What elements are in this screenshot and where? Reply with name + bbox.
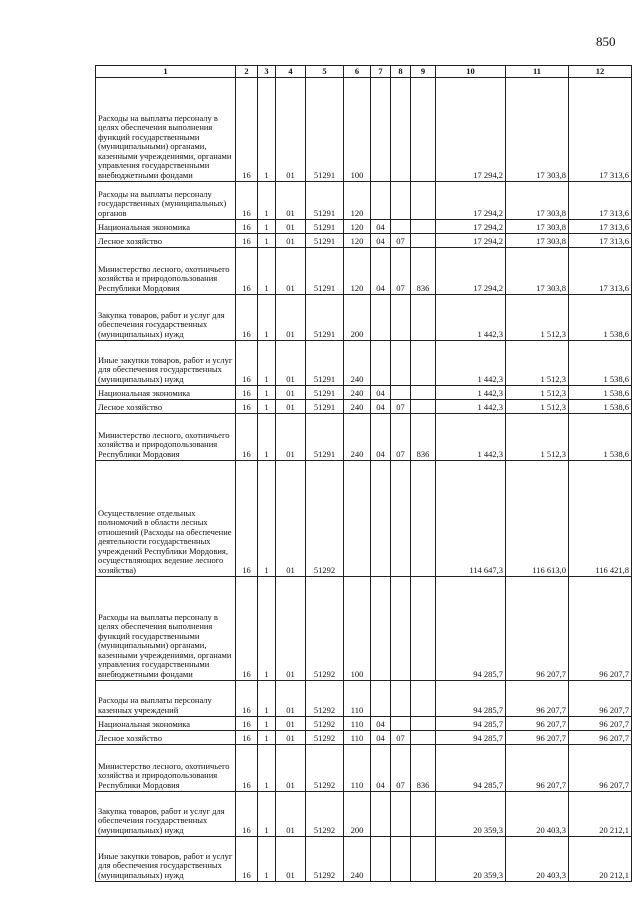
cell-chapter: 04 — [371, 745, 391, 792]
table-row — [96, 182, 632, 220]
cell-description: Министерство лесного, охотничьего хозяйства и природопользования Республики Мордовия — [96, 248, 236, 295]
table-row — [96, 386, 632, 400]
cell-type-code: 1 — [258, 78, 276, 182]
cell-section-code: 16 — [236, 837, 258, 882]
table-row — [96, 220, 632, 234]
cell-amount-year-3: 1 538,6 — [569, 341, 632, 386]
cell-section-code: 16 — [236, 731, 258, 745]
cell-description: Закупка товаров, работ и услуг для обеспечения государственных (муниципальных) нужд — [96, 295, 236, 341]
cell-section-code: 16 — [236, 248, 258, 295]
cell-amount-year-2: 116 613,0 — [506, 461, 569, 577]
cell-description: Расходы на выплаты персоналу в целях обеспечения выполнения функций государственными (муниципальными) органами, казенными учреждениями, органами управления государственными внебюджетными фондами — [96, 577, 236, 681]
table-row — [96, 414, 632, 461]
cell-target-code: 51291 — [306, 182, 344, 220]
cell-amount-year-1: 1 442,3 — [436, 295, 506, 341]
cell-target-code: 51292 — [306, 717, 344, 731]
cell-expense-type: 240 — [344, 837, 371, 882]
cell-expense-type: 120 — [344, 234, 371, 248]
cell-target-code: 51291 — [306, 386, 344, 400]
cell-amount-year-3: 1 538,6 — [569, 386, 632, 400]
cell-target-code: 51291 — [306, 341, 344, 386]
cell-ministry-code — [411, 731, 436, 745]
cell-chapter — [371, 78, 391, 182]
column-header-8: 8 — [391, 66, 411, 78]
cell-ministry-code: 836 — [411, 248, 436, 295]
column-header-5: 5 — [306, 66, 344, 78]
column-header-2: 2 — [236, 66, 258, 78]
cell-description: Национальная экономика — [96, 717, 236, 731]
cell-amount-year-1: 94 285,7 — [436, 717, 506, 731]
cell-type-code: 1 — [258, 745, 276, 792]
cell-ministry-code — [411, 461, 436, 577]
table-row — [96, 577, 632, 681]
cell-target-code: 51292 — [306, 792, 344, 837]
cell-amount-year-3: 17 313,6 — [569, 182, 632, 220]
cell-subchapter — [391, 461, 411, 577]
cell-amount-year-2: 96 207,7 — [506, 745, 569, 792]
cell-subchapter — [391, 577, 411, 681]
cell-amount-year-3: 96 207,7 — [569, 577, 632, 681]
cell-expense-type: 240 — [344, 341, 371, 386]
table-body — [96, 78, 632, 882]
cell-expense-type: 240 — [344, 386, 371, 400]
cell-expense-type: 100 — [344, 577, 371, 681]
cell-subchapter: 07 — [391, 400, 411, 414]
cell-amount-year-3: 17 313,6 — [569, 220, 632, 234]
cell-target-code: 51292 — [306, 837, 344, 882]
cell-chapter — [371, 792, 391, 837]
cell-amount-year-1: 1 442,3 — [436, 386, 506, 400]
table-row — [96, 78, 632, 182]
cell-type-code: 1 — [258, 792, 276, 837]
cell-expense-type: 200 — [344, 295, 371, 341]
cell-amount-year-3: 17 313,6 — [569, 78, 632, 182]
column-header-1: 1 — [96, 66, 236, 78]
cell-amount-year-1: 114 647,3 — [436, 461, 506, 577]
cell-amount-year-1: 94 285,7 — [436, 681, 506, 717]
cell-subtype-code: 01 — [276, 792, 306, 837]
cell-type-code: 1 — [258, 400, 276, 414]
cell-type-code: 1 — [258, 837, 276, 882]
cell-amount-year-2: 1 512,3 — [506, 295, 569, 341]
cell-amount-year-3: 96 207,7 — [569, 717, 632, 731]
cell-amount-year-3: 17 313,6 — [569, 248, 632, 295]
cell-chapter — [371, 837, 391, 882]
cell-section-code: 16 — [236, 295, 258, 341]
cell-subtype-code: 01 — [276, 837, 306, 882]
table-row — [96, 248, 632, 295]
cell-ministry-code: 836 — [411, 745, 436, 792]
cell-expense-type: 110 — [344, 745, 371, 792]
cell-amount-year-2: 20 403,3 — [506, 837, 569, 882]
cell-amount-year-2: 1 512,3 — [506, 386, 569, 400]
cell-chapter: 04 — [371, 414, 391, 461]
cell-amount-year-1: 20 359,3 — [436, 792, 506, 837]
cell-amount-year-1: 1 442,3 — [436, 400, 506, 414]
table-row — [96, 341, 632, 386]
cell-amount-year-3: 96 207,7 — [569, 731, 632, 745]
cell-expense-type: 120 — [344, 248, 371, 295]
column-header-4: 4 — [276, 66, 306, 78]
cell-amount-year-2: 17 303,8 — [506, 248, 569, 295]
cell-target-code: 51292 — [306, 745, 344, 792]
cell-type-code: 1 — [258, 414, 276, 461]
cell-amount-year-3: 96 207,7 — [569, 745, 632, 792]
cell-expense-type: 120 — [344, 220, 371, 234]
cell-amount-year-1: 17 294,2 — [436, 220, 506, 234]
column-header-10: 10 — [436, 66, 506, 78]
cell-section-code: 16 — [236, 745, 258, 792]
cell-amount-year-2: 17 303,8 — [506, 220, 569, 234]
cell-target-code: 51291 — [306, 248, 344, 295]
cell-subtype-code: 01 — [276, 414, 306, 461]
cell-description: Национальная экономика — [96, 220, 236, 234]
cell-amount-year-2: 1 512,3 — [506, 341, 569, 386]
cell-subchapter — [391, 717, 411, 731]
cell-ministry-code — [411, 717, 436, 731]
cell-chapter: 04 — [371, 400, 391, 414]
budget-table — [95, 65, 632, 882]
table-row — [96, 731, 632, 745]
table-row — [96, 717, 632, 731]
cell-chapter — [371, 461, 391, 577]
cell-ministry-code — [411, 341, 436, 386]
cell-target-code: 51291 — [306, 400, 344, 414]
cell-type-code: 1 — [258, 248, 276, 295]
column-header-3: 3 — [258, 66, 276, 78]
cell-section-code: 16 — [236, 717, 258, 731]
cell-amount-year-2: 20 403,3 — [506, 792, 569, 837]
cell-section-code: 16 — [236, 341, 258, 386]
cell-amount-year-2: 17 303,8 — [506, 234, 569, 248]
cell-description: Закупка товаров, работ и услуг для обеспечения государственных (муниципальных) нужд — [96, 792, 236, 837]
table-row — [96, 681, 632, 717]
cell-description: Министерство лесного, охотничьего хозяйства и природопользования Республики Мордовия — [96, 414, 236, 461]
cell-amount-year-3: 1 538,6 — [569, 414, 632, 461]
cell-section-code: 16 — [236, 792, 258, 837]
cell-subchapter: 07 — [391, 414, 411, 461]
cell-chapter: 04 — [371, 731, 391, 745]
cell-subtype-code: 01 — [276, 461, 306, 577]
cell-amount-year-2: 96 207,7 — [506, 577, 569, 681]
cell-type-code: 1 — [258, 731, 276, 745]
cell-subchapter — [391, 295, 411, 341]
cell-subchapter — [391, 792, 411, 837]
cell-ministry-code — [411, 837, 436, 882]
cell-subtype-code: 01 — [276, 78, 306, 182]
cell-target-code: 51292 — [306, 461, 344, 577]
cell-target-code: 51291 — [306, 78, 344, 182]
cell-amount-year-3: 1 538,6 — [569, 295, 632, 341]
cell-subchapter: 07 — [391, 731, 411, 745]
cell-subchapter: 07 — [391, 248, 411, 295]
table-row — [96, 295, 632, 341]
table-row — [96, 745, 632, 792]
cell-amount-year-1: 17 294,2 — [436, 78, 506, 182]
column-header-6: 6 — [344, 66, 371, 78]
cell-description: Министерство лесного, охотничьего хозяйства и природопользования Республики Мордовия — [96, 745, 236, 792]
cell-subchapter — [391, 341, 411, 386]
table-row — [96, 792, 632, 837]
cell-type-code: 1 — [258, 717, 276, 731]
cell-amount-year-1: 94 285,7 — [436, 577, 506, 681]
cell-section-code: 16 — [236, 78, 258, 182]
cell-amount-year-2: 96 207,7 — [506, 681, 569, 717]
cell-type-code: 1 — [258, 220, 276, 234]
cell-description: Расходы на выплаты персоналу государственных (муниципальных) органов — [96, 182, 236, 220]
cell-amount-year-3: 1 538,6 — [569, 400, 632, 414]
cell-type-code: 1 — [258, 182, 276, 220]
cell-section-code: 16 — [236, 220, 258, 234]
cell-subchapter — [391, 182, 411, 220]
cell-chapter: 04 — [371, 234, 391, 248]
cell-type-code: 1 — [258, 681, 276, 717]
cell-ministry-code — [411, 220, 436, 234]
cell-chapter — [371, 577, 391, 681]
cell-amount-year-3: 116 421,8 — [569, 461, 632, 577]
cell-amount-year-1: 1 442,3 — [436, 414, 506, 461]
cell-type-code: 1 — [258, 577, 276, 681]
cell-type-code: 1 — [258, 234, 276, 248]
cell-chapter — [371, 341, 391, 386]
cell-amount-year-3: 17 313,6 — [569, 234, 632, 248]
table-row — [96, 461, 632, 577]
cell-section-code: 16 — [236, 234, 258, 248]
cell-target-code: 51292 — [306, 577, 344, 681]
cell-subtype-code: 01 — [276, 220, 306, 234]
cell-ministry-code — [411, 400, 436, 414]
cell-description: Национальная экономика — [96, 386, 236, 400]
cell-chapter — [371, 182, 391, 220]
cell-chapter — [371, 295, 391, 341]
cell-subtype-code: 01 — [276, 731, 306, 745]
cell-section-code: 16 — [236, 182, 258, 220]
cell-description: Лесное хозяйство — [96, 234, 236, 248]
cell-amount-year-1: 1 442,3 — [436, 341, 506, 386]
column-header-11: 11 — [506, 66, 569, 78]
cell-description: Осуществление отдельных полномочий в области лесных отношений (Расходы на обеспечение деятельности государственных учреждений Республики Мордовия, осуществляющих ведение лесного хозяйства) — [96, 461, 236, 577]
table-row — [96, 400, 632, 414]
cell-type-code: 1 — [258, 295, 276, 341]
cell-section-code: 16 — [236, 400, 258, 414]
cell-expense-type: 120 — [344, 182, 371, 220]
cell-amount-year-2: 1 512,3 — [506, 400, 569, 414]
cell-amount-year-1: 20 359,3 — [436, 837, 506, 882]
cell-ministry-code — [411, 792, 436, 837]
cell-subtype-code: 01 — [276, 341, 306, 386]
cell-subchapter — [391, 837, 411, 882]
cell-subchapter: 07 — [391, 234, 411, 248]
cell-ministry-code — [411, 577, 436, 681]
cell-section-code: 16 — [236, 461, 258, 577]
cell-description: Расходы на выплаты персоналу в целях обеспечения выполнения функций государственными (муниципальными) органами, казенными учреждениями, органами управления государственными внебюджетными фондами — [96, 78, 236, 182]
cell-target-code: 51291 — [306, 220, 344, 234]
cell-section-code: 16 — [236, 577, 258, 681]
cell-amount-year-2: 1 512,3 — [506, 414, 569, 461]
cell-type-code: 1 — [258, 461, 276, 577]
cell-expense-type: 110 — [344, 731, 371, 745]
cell-ministry-code — [411, 182, 436, 220]
cell-chapter: 04 — [371, 248, 391, 295]
cell-target-code: 51292 — [306, 681, 344, 717]
cell-subchapter — [391, 681, 411, 717]
cell-subchapter: 07 — [391, 745, 411, 792]
cell-description: Расходы на выплаты персоналу казенных учреждений — [96, 681, 236, 717]
column-header-7: 7 — [371, 66, 391, 78]
table-row — [96, 234, 632, 248]
cell-description: Лесное хозяйство — [96, 400, 236, 414]
cell-type-code: 1 — [258, 341, 276, 386]
cell-subtype-code: 01 — [276, 182, 306, 220]
column-header-12: 12 — [569, 66, 632, 78]
cell-ministry-code — [411, 234, 436, 248]
cell-subtype-code: 01 — [276, 248, 306, 295]
cell-subchapter — [391, 220, 411, 234]
cell-expense-type: 240 — [344, 400, 371, 414]
cell-amount-year-3: 96 207,7 — [569, 681, 632, 717]
cell-subtype-code: 01 — [276, 745, 306, 792]
cell-chapter: 04 — [371, 717, 391, 731]
header-row — [96, 66, 632, 78]
cell-subtype-code: 01 — [276, 717, 306, 731]
cell-chapter: 04 — [371, 386, 391, 400]
cell-subtype-code: 01 — [276, 577, 306, 681]
cell-chapter — [371, 681, 391, 717]
cell-expense-type: 110 — [344, 681, 371, 717]
cell-description: Лесное хозяйство — [96, 731, 236, 745]
column-header-9: 9 — [411, 66, 436, 78]
cell-section-code: 16 — [236, 414, 258, 461]
table-row — [96, 837, 632, 882]
cell-target-code: 51292 — [306, 731, 344, 745]
cell-subtype-code: 01 — [276, 400, 306, 414]
cell-amount-year-2: 17 303,8 — [506, 78, 569, 182]
cell-amount-year-2: 96 207,7 — [506, 731, 569, 745]
cell-amount-year-1: 94 285,7 — [436, 745, 506, 792]
cell-ministry-code: 836 — [411, 414, 436, 461]
cell-amount-year-1: 17 294,2 — [436, 248, 506, 295]
cell-description: Иные закупки товаров, работ и услуг для обеспечения государственных (муниципальных) нужд — [96, 837, 236, 882]
cell-expense-type: 110 — [344, 717, 371, 731]
cell-ministry-code — [411, 295, 436, 341]
cell-subtype-code: 01 — [276, 386, 306, 400]
cell-description: Иные закупки товаров, работ и услуг для обеспечения государственных (муниципальных) нужд — [96, 341, 236, 386]
cell-amount-year-2: 96 207,7 — [506, 717, 569, 731]
cell-expense-type: 240 — [344, 414, 371, 461]
cell-subchapter — [391, 78, 411, 182]
cell-type-code: 1 — [258, 386, 276, 400]
cell-amount-year-3: 20 212,1 — [569, 837, 632, 882]
cell-chapter: 04 — [371, 220, 391, 234]
cell-subtype-code: 01 — [276, 234, 306, 248]
cell-target-code: 51291 — [306, 295, 344, 341]
cell-amount-year-1: 17 294,2 — [436, 182, 506, 220]
cell-subtype-code: 01 — [276, 295, 306, 341]
cell-expense-type: 200 — [344, 792, 371, 837]
cell-ministry-code — [411, 386, 436, 400]
cell-subchapter — [391, 386, 411, 400]
cell-ministry-code — [411, 78, 436, 182]
cell-amount-year-2: 17 303,8 — [506, 182, 569, 220]
cell-section-code: 16 — [236, 681, 258, 717]
cell-target-code: 51291 — [306, 414, 344, 461]
cell-amount-year-1: 17 294,2 — [436, 234, 506, 248]
cell-section-code: 16 — [236, 386, 258, 400]
cell-amount-year-1: 94 285,7 — [436, 731, 506, 745]
cell-expense-type — [344, 461, 371, 577]
cell-target-code: 51291 — [306, 234, 344, 248]
cell-ministry-code — [411, 681, 436, 717]
page-number: 850 — [596, 34, 616, 49]
cell-subtype-code: 01 — [276, 681, 306, 717]
cell-amount-year-3: 20 212,1 — [569, 792, 632, 837]
cell-expense-type: 100 — [344, 78, 371, 182]
